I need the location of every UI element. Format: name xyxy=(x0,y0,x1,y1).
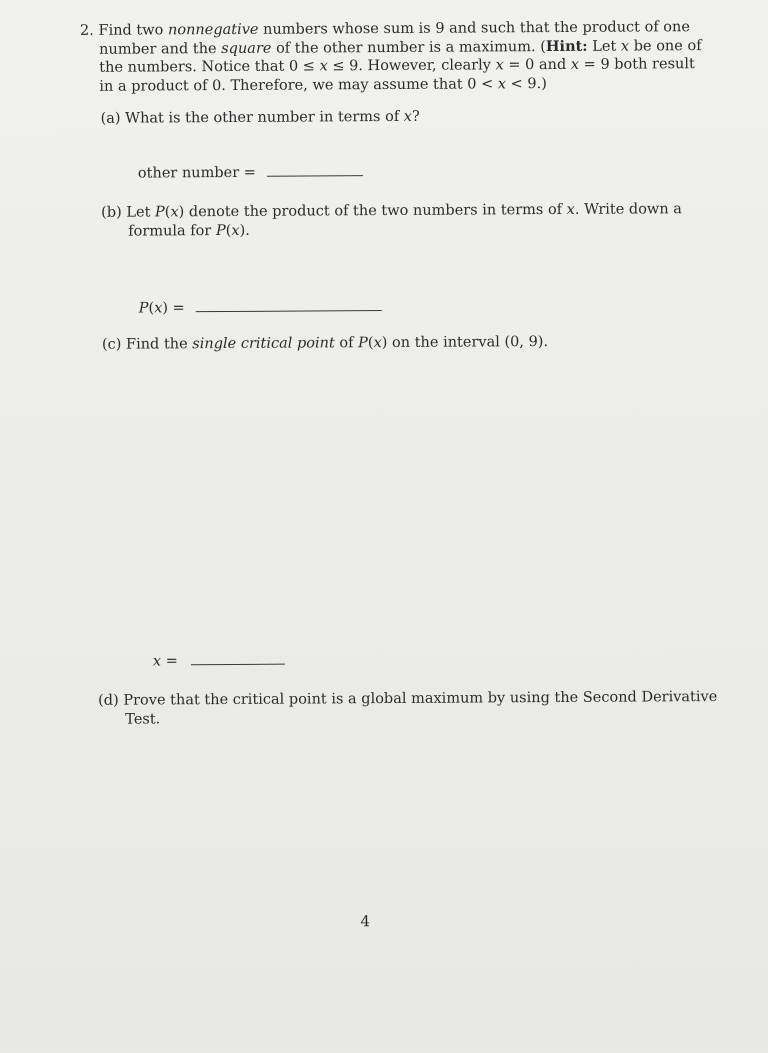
text-segment: ? xyxy=(411,108,420,125)
text-segment: of the other number is a maximum. ( xyxy=(271,38,546,57)
text-segment: ( xyxy=(148,300,155,317)
part-d-line: (d) Prove that the critical point is a global maximum by using the Second Derivative xyxy=(98,689,718,709)
text-segment: x xyxy=(152,653,162,670)
part-a-answer-label: other number = xyxy=(137,164,256,182)
text-segment: = 0 and xyxy=(503,56,571,74)
text-segment: 2. Find two xyxy=(79,22,169,39)
text-segment: ) on the interval (0, 9). xyxy=(381,334,549,352)
text-segment: x xyxy=(170,204,179,221)
page-number: 4 xyxy=(360,912,371,931)
text-segment: P xyxy=(154,204,165,221)
part-b-line xyxy=(101,219,682,241)
text-segment: x xyxy=(319,58,328,75)
text-segment: = xyxy=(161,653,178,670)
problem-statement xyxy=(79,18,702,96)
text-segment: of xyxy=(334,335,359,352)
text-segment: x xyxy=(373,335,382,352)
text-segment: ( xyxy=(225,222,232,239)
part-b-question xyxy=(101,200,682,241)
text-segment: ). xyxy=(239,222,250,239)
text-segment: (c) Find the xyxy=(101,336,193,353)
text-segment: square xyxy=(221,40,272,57)
text-segment: Hint: xyxy=(545,37,588,55)
part-b-line xyxy=(101,200,682,222)
part-a-answer xyxy=(138,163,363,183)
text-segment: formula for xyxy=(128,222,216,240)
part-c-question xyxy=(102,333,548,354)
problem-line xyxy=(80,55,695,77)
text-segment: x xyxy=(231,222,240,239)
part-d-line: Test. xyxy=(125,710,161,728)
text-segment: (b) Let xyxy=(101,204,156,221)
text-segment: number and the xyxy=(99,40,222,58)
text-segment: numbers whose sum is 9 and such that the product of one xyxy=(258,19,690,38)
part-a-answer-blank[interactable] xyxy=(266,163,362,177)
text-segment: x xyxy=(154,300,163,317)
part-c-answer xyxy=(153,652,285,671)
part-c-answer-label xyxy=(153,653,178,669)
text-segment: single critical point xyxy=(192,335,335,353)
text-segment: (a) What is the other number in terms of xyxy=(100,108,404,127)
text-segment: P xyxy=(215,222,226,239)
part-a-question xyxy=(101,108,420,128)
text-segment: be one of xyxy=(629,37,702,55)
text-segment: ( xyxy=(164,204,171,221)
text-segment: P xyxy=(138,300,149,317)
text-segment: P xyxy=(358,335,368,352)
text-segment: . Write down a xyxy=(574,201,682,218)
part-c-answer-blank[interactable] xyxy=(190,652,284,666)
text-segment: the numbers. Notice that 0 ≤ xyxy=(99,58,320,76)
text-segment: = 9 both result xyxy=(579,56,695,73)
text-segment: x xyxy=(497,75,507,92)
text-segment: in a product of 0. Therefore, we may assume that 0 < xyxy=(99,75,498,95)
part-d-question xyxy=(98,688,717,729)
part-b-answer xyxy=(139,298,382,318)
text-segment: Let xyxy=(587,38,621,55)
text-segment: ) denote the product of the two numbers in terms of xyxy=(178,201,567,221)
part-b-answer-label xyxy=(139,300,185,316)
text-segment: x xyxy=(620,38,630,55)
problem-line xyxy=(80,74,670,96)
part-b-answer-blank[interactable] xyxy=(195,298,381,312)
text-segment: nonnegative xyxy=(167,21,259,39)
text-segment: x xyxy=(570,56,580,73)
text-segment: ) = xyxy=(162,300,185,317)
text-segment: ≤ 9. However, clearly xyxy=(327,57,496,75)
text-segment: x xyxy=(566,201,575,218)
text-segment: x xyxy=(403,108,413,125)
text-segment: < 9.) xyxy=(505,75,547,92)
text-segment: ( xyxy=(367,335,374,352)
text-segment: x xyxy=(495,57,504,74)
